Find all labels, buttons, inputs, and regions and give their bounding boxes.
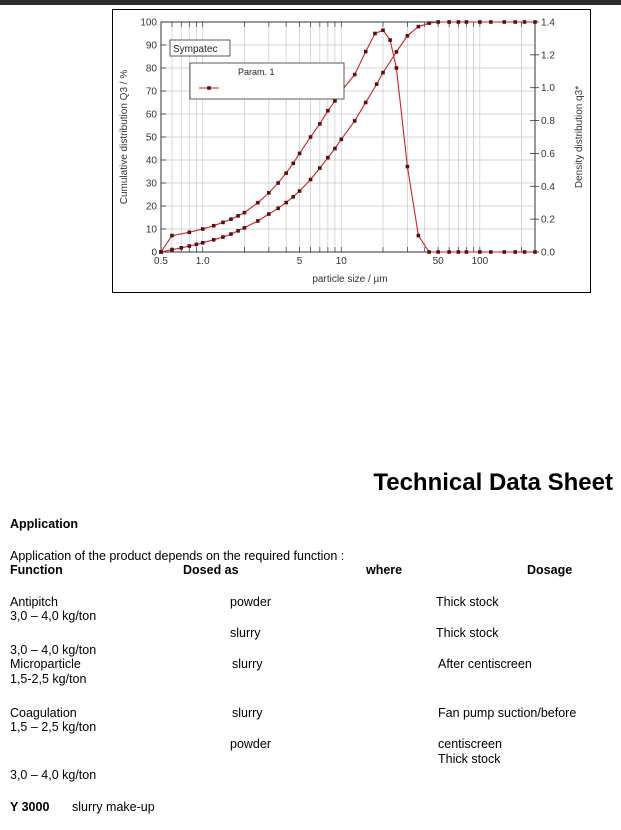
data-point-marker (267, 212, 271, 216)
data-point-marker (256, 201, 260, 205)
data-point-marker (318, 166, 322, 170)
y-tick-label-left: 30 (145, 178, 157, 190)
y-tick-label-right: 0.8 (541, 116, 555, 128)
data-point-marker (291, 161, 295, 165)
row-dosed-as: slurry (230, 626, 261, 640)
data-point-marker (478, 20, 482, 24)
data-point-marker (489, 250, 493, 254)
data-point-marker (427, 250, 431, 254)
data-point-marker (375, 82, 379, 86)
row-function: Coagulation (10, 706, 77, 720)
row-dosage: 3,0 – 4,0 kg/ton (10, 643, 97, 657)
x-tick-label: 0.5 (154, 256, 168, 267)
data-point-marker (179, 246, 183, 250)
data-point-marker (395, 66, 399, 70)
intro-text: Application of the product depends on the required function : (10, 549, 345, 563)
row-dosed-as: slurry (232, 657, 263, 671)
data-point-marker (284, 171, 288, 175)
data-point-marker (326, 156, 330, 160)
data-point-marker (465, 20, 469, 24)
data-point-marker (447, 250, 451, 254)
data-point-marker (406, 34, 410, 38)
y-tick-label-left: 50 (145, 132, 157, 144)
data-point-marker (298, 189, 302, 193)
data-point-marker (298, 152, 302, 156)
legend-entry-label: Param. 1 (238, 67, 275, 77)
data-point-marker (364, 101, 368, 105)
data-point-marker (478, 250, 482, 254)
data-point-marker (533, 250, 537, 254)
data-point-marker (523, 20, 527, 24)
data-point-marker (502, 20, 506, 24)
y-axis-title-right: Density distribution q3* (574, 85, 585, 189)
y-tick-label-right: 0.2 (541, 214, 555, 226)
y-tick-label-left: 20 (145, 201, 157, 213)
column-header-function: Function (10, 563, 63, 577)
column-header-dosage: Dosage (527, 563, 573, 577)
data-point-marker (212, 238, 216, 242)
y-tick-label-left: 90 (145, 40, 157, 52)
y-tick-label-right: 0.6 (541, 148, 555, 160)
y-tick-label-left: 0 (151, 247, 157, 259)
data-point-marker (221, 235, 225, 239)
section-heading: Application (10, 517, 79, 531)
data-point-marker (457, 250, 461, 254)
data-point-marker (229, 232, 233, 236)
data-point-marker (201, 227, 205, 231)
data-point-marker (353, 73, 357, 77)
data-point-marker (159, 250, 163, 254)
data-point-marker (457, 20, 461, 24)
data-point-marker (381, 71, 385, 75)
data-point-marker (212, 224, 216, 228)
y-tick-label-left: 80 (145, 63, 157, 75)
data-point-marker (333, 147, 337, 151)
top-dark-bar (0, 0, 621, 5)
row-dosage: 3,0 – 4,0 kg/ton (10, 609, 97, 623)
x-tick-label: 1.0 (195, 256, 210, 267)
y-tick-label-left: 10 (145, 224, 157, 236)
x-tick-label: 50 (432, 256, 444, 267)
data-point-marker (533, 20, 537, 24)
data-point-marker (326, 109, 330, 113)
data-point-marker (427, 21, 431, 25)
row-where: Thick stock (436, 595, 499, 609)
data-point-marker (406, 165, 410, 169)
row-function: Antipitch (10, 595, 58, 609)
data-point-marker (447, 20, 451, 24)
data-point-marker (170, 234, 174, 238)
row-where: Fan pump suction/before (438, 706, 577, 720)
data-point-marker (333, 99, 337, 103)
data-point-marker (395, 50, 399, 54)
data-point-marker (243, 211, 247, 215)
data-point-marker (523, 250, 527, 254)
row-dosed-as: slurry (232, 706, 263, 720)
data-point-marker (513, 20, 517, 24)
y-tick-label-right: 1.0 (541, 83, 555, 95)
row-dosage: 1,5-2,5 kg/ton (10, 672, 87, 686)
row-where: After centiscreen (438, 657, 532, 671)
data-point-marker (388, 38, 392, 42)
column-header-dosed-as: Dosed as (183, 563, 239, 577)
y-tick-label-right: 1.2 (541, 50, 555, 62)
y-tick-label-left: 60 (145, 109, 157, 121)
data-point-marker (436, 20, 440, 24)
y-tick-label-right: 0.4 (541, 181, 555, 193)
y-tick-label-right: 0.0 (541, 247, 555, 259)
data-point-marker (236, 214, 240, 218)
data-point-marker (353, 119, 357, 123)
particle-size-chart (112, 9, 591, 293)
data-point-marker (381, 28, 385, 32)
data-point-marker (276, 207, 280, 211)
footer-note: slurry make-up (72, 800, 155, 814)
data-point-marker (502, 250, 506, 254)
data-point-marker (229, 217, 233, 221)
row-where: Thick stock (436, 626, 499, 640)
data-point-marker (417, 234, 421, 238)
data-point-marker (236, 229, 240, 233)
data-point-marker (318, 122, 322, 126)
data-point-marker (291, 195, 295, 199)
column-header-where: where (366, 563, 403, 577)
y-tick-label-right: 1.4 (541, 17, 555, 29)
data-point-marker (309, 178, 313, 182)
data-point-marker (187, 230, 191, 234)
data-point-marker (187, 244, 191, 248)
y-axis-title-left: Cumulative distribution Q3 / % (119, 69, 130, 205)
data-point-marker (276, 181, 280, 185)
brand-label: Sympatec (173, 44, 218, 55)
y-tick-label-left: 70 (145, 86, 157, 98)
x-tick-label: 10 (335, 256, 347, 267)
x-axis-title: particle size / µm (312, 274, 388, 285)
data-point-marker (284, 201, 288, 205)
data-point-marker (221, 221, 225, 225)
data-point-marker (267, 191, 271, 195)
row-function: Microparticle (10, 657, 81, 671)
x-tick-label: 100 (471, 256, 489, 267)
data-point-marker (243, 226, 247, 230)
y-tick-label-left: 40 (145, 155, 157, 167)
chart-canvas (113, 10, 590, 292)
document-title: Technical Data Sheet (373, 469, 613, 496)
data-point-marker (436, 250, 440, 254)
row-dosed-as: powder (230, 595, 271, 609)
data-point-marker (373, 32, 377, 36)
row-dosage: 1,5 – 2,5 kg/ton (10, 720, 97, 734)
data-point-marker (256, 219, 260, 223)
data-point-marker (339, 138, 343, 142)
data-point-marker (170, 248, 174, 252)
data-point-marker (465, 250, 469, 254)
x-tick-label: 5 (296, 256, 303, 267)
data-point-marker (364, 50, 368, 54)
row-where: centiscreen (438, 737, 502, 751)
legend-marker-sample (207, 86, 211, 90)
data-point-marker (195, 243, 199, 247)
row-where: Thick stock (438, 752, 501, 766)
y-tick-label-left: 100 (140, 17, 157, 29)
row-dosed-as: powder (230, 737, 271, 751)
data-point-marker (201, 241, 205, 245)
row-dosage: 3,0 – 4,0 kg/ton (10, 768, 97, 782)
footer-product-name: Y 3000 (10, 800, 50, 814)
data-point-marker (417, 25, 421, 29)
data-point-marker (489, 20, 493, 24)
data-point-marker (309, 135, 313, 139)
data-point-marker (513, 250, 517, 254)
